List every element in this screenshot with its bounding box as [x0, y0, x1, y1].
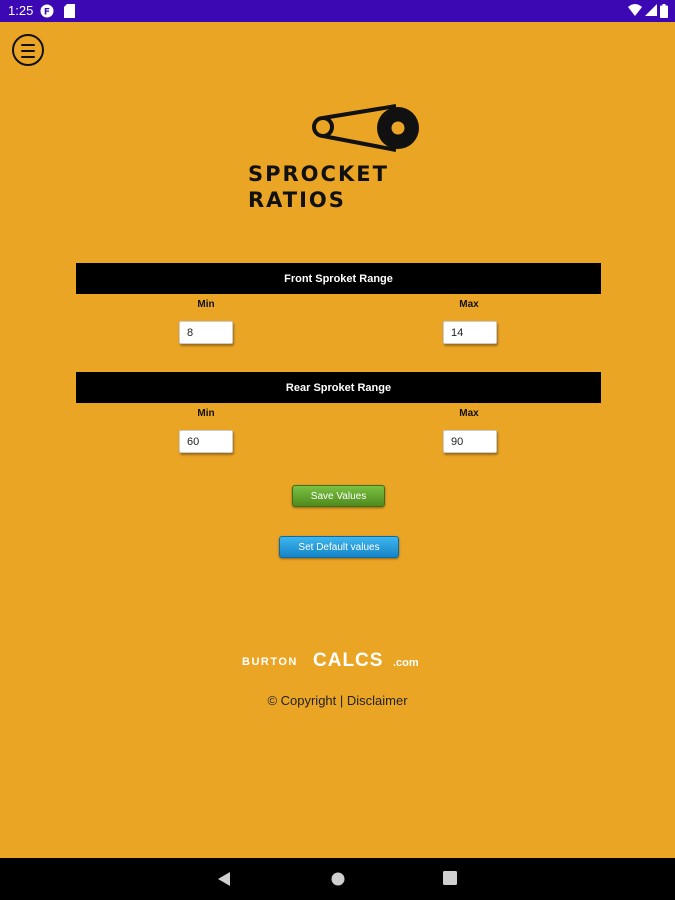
brand-part-2: CALCS	[313, 650, 384, 671]
rear-max-label: Max	[459, 408, 479, 419]
wifi-icon	[628, 4, 642, 22]
rear-min-label: Min	[197, 408, 215, 419]
front-max-label: Max	[459, 299, 479, 310]
brand-part-1: BURTON	[242, 656, 298, 668]
front-max-input[interactable]	[443, 321, 497, 344]
back-icon[interactable]	[216, 871, 232, 892]
rear-range-header: Rear Sproket Range	[76, 372, 601, 403]
front-min-label: Min	[197, 299, 215, 310]
signal-icon	[645, 4, 657, 22]
svg-text:F: F	[43, 7, 51, 18]
home-icon[interactable]	[330, 871, 346, 892]
battery-icon	[660, 4, 668, 23]
set-default-values-button[interactable]: Set Default values	[279, 536, 399, 558]
hamburger-menu-icon[interactable]	[12, 34, 44, 66]
save-values-button[interactable]: Save Values	[292, 485, 385, 507]
status-time: 1:25	[8, 3, 34, 18]
rear-min-input[interactable]	[179, 430, 233, 453]
app-notification-icon	[40, 4, 54, 23]
sd-card-icon	[64, 4, 75, 23]
status-bar	[0, 0, 675, 22]
logo-line-1: SPROCKET	[248, 162, 389, 186]
sprocket-chain-icon	[310, 100, 430, 156]
brand-part-3: .com	[393, 657, 419, 669]
front-min-input[interactable]	[179, 321, 233, 344]
recents-icon[interactable]	[443, 871, 457, 890]
burtoncalcs-logo[interactable]	[240, 650, 440, 672]
copyright-disclaimer-link[interactable]: © Copyright | Disclaimer	[267, 693, 408, 708]
front-range-header: Front Sproket Range	[76, 263, 601, 294]
app-content	[0, 22, 675, 858]
rear-max-input[interactable]	[443, 430, 497, 453]
navigation-bar	[0, 858, 675, 900]
logo-line-2: RATIOS	[248, 188, 346, 212]
app-logo	[248, 100, 428, 212]
